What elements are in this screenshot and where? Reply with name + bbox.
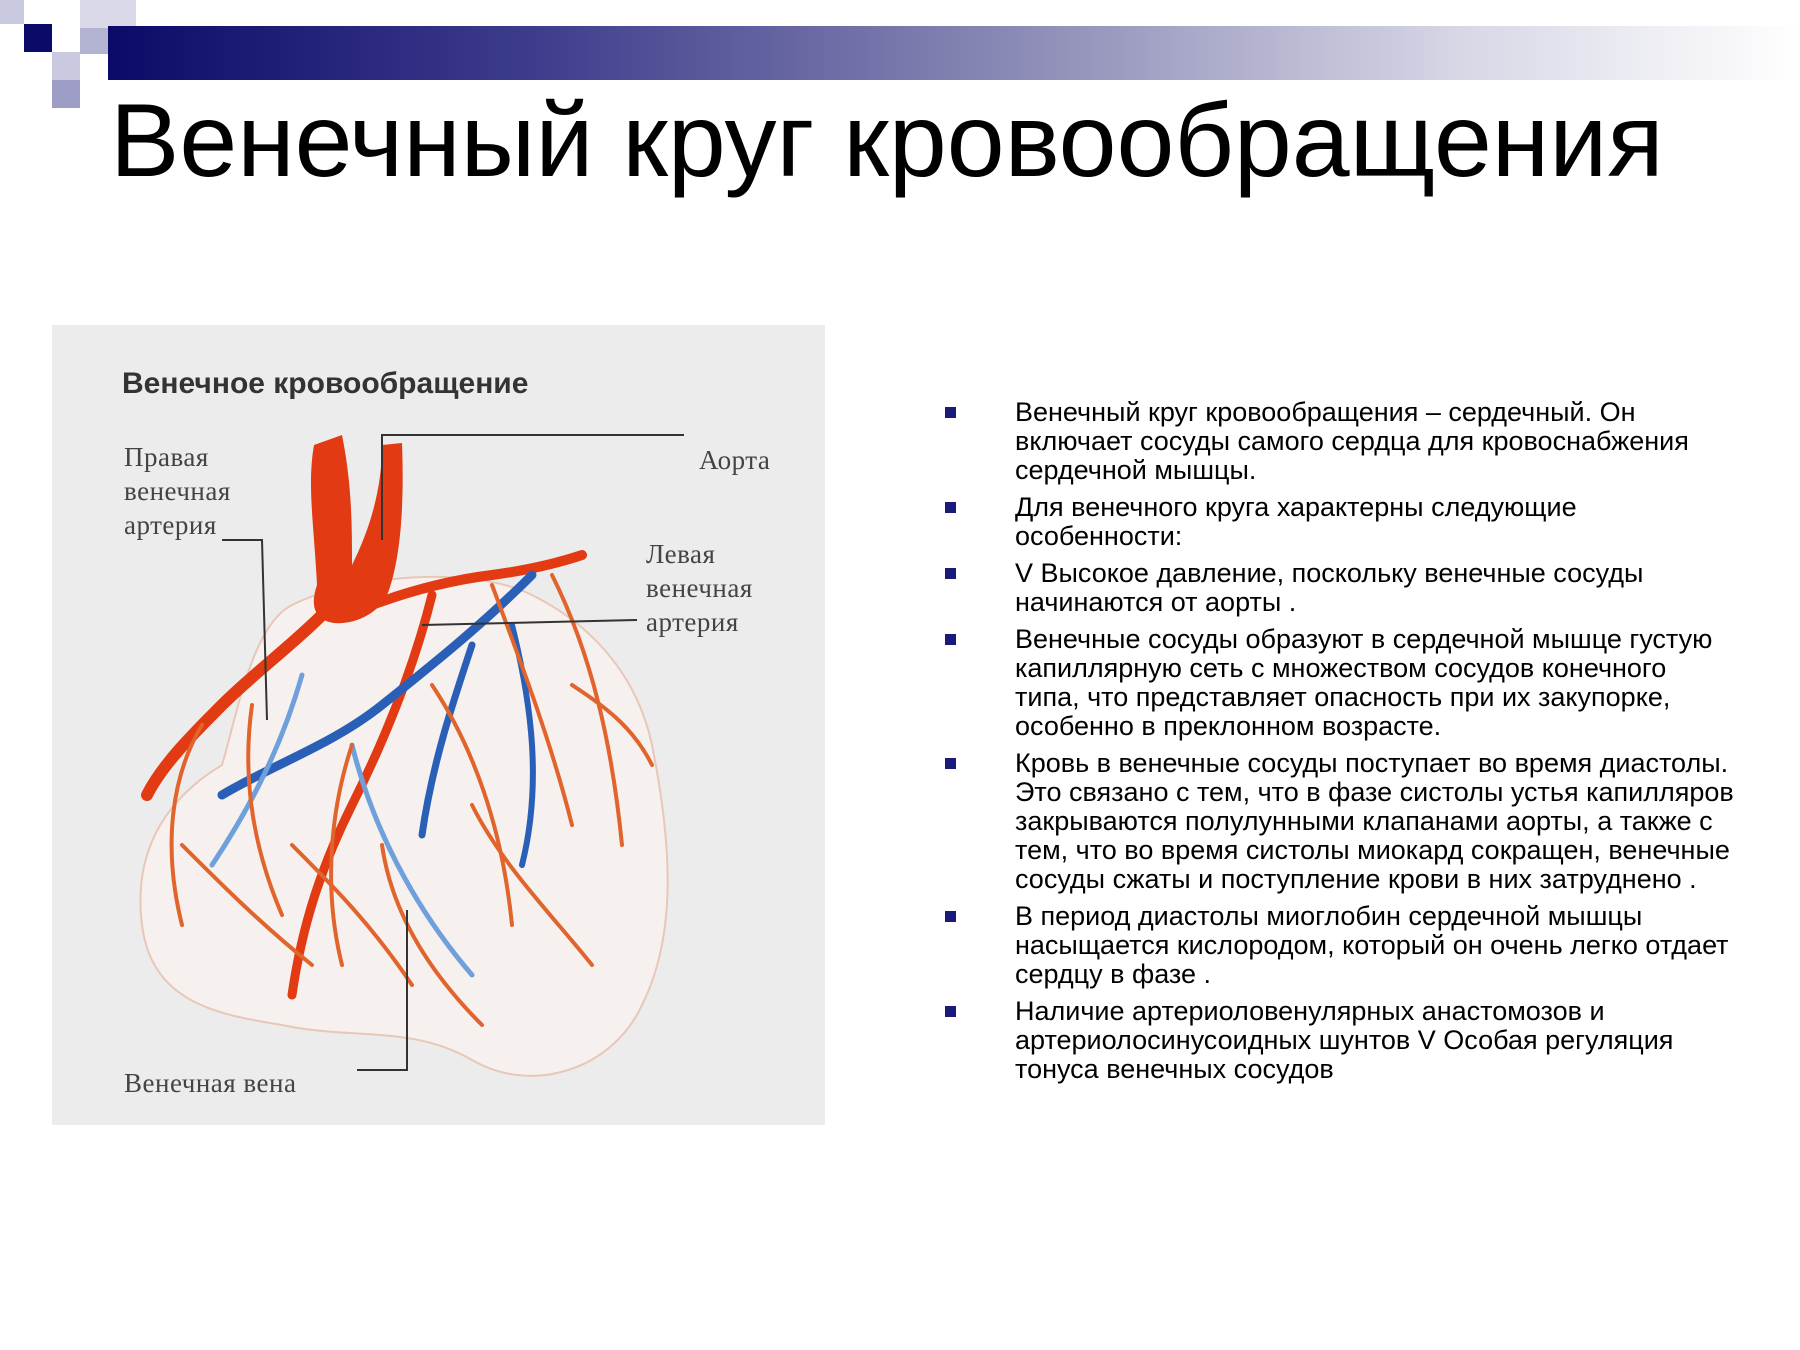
bullet-marker [945,568,956,579]
label-aorta: Аорта [699,445,771,475]
bullet-marker [945,758,956,769]
heart-outline [140,577,667,1076]
bullet-text: В период диастолы миоглобин сердечной мышцы насыщается кислородом, который он очень легко отдает сердцу в фазе . [1015,901,1729,989]
deco-square [52,52,80,80]
label-left-coronary-artery: Левая венечная артерия [646,539,753,637]
bullet-item [945,493,1735,551]
coronary-circulation-figure [52,325,825,1125]
leader-aorta [382,435,684,540]
deco-square [0,0,24,24]
deco-square [24,24,52,52]
bullet-text: Венечный круг кровообращения – сердечный. Он включает сосуды самого сердца для кровоснабжения сердечной мышцы. [1015,397,1689,485]
bullet-text: Венечные сосуды образуют в сердечной мышце густую капиллярную сеть с множеством сосудов конечного типа, что представляет опасность при их закупорке, особенно в преклонном возрасте. [1015,624,1713,741]
bullet-marker [945,502,956,513]
figure-title: Венечное кровообращение [122,367,529,400]
header-gradient-bar [108,26,1800,80]
bullet-marker [945,911,956,922]
label-right-coronary-artery: Правая венечная артерия [124,442,231,540]
deco-square [80,0,136,28]
deco-square [52,80,80,108]
bullet-item [945,398,1735,485]
bullet-item [945,625,1735,741]
bullet-list [945,398,1735,1092]
slide-title: Венечный круг кровообращения [110,83,1664,199]
bullet-item [945,997,1735,1084]
bullet-item [945,749,1735,894]
bullet-text: Для венечного круга характерны следующие особенности: [1015,492,1577,551]
bullet-text: V Высокое давление, поскольку венечные сосуды начинаются от аорты . [1015,558,1644,617]
bullet-item [945,902,1735,989]
bullet-text: Кровь в венечные сосуды поступает во время диастолы. Это связано с тем, что в фазе систолы устья капилляров закрываются полулунными клапанами аорты, а также с тем, что во время систолы миокард сокращен, венечные сосуды сжаты и поступление крови в них затруднено . [1015,748,1734,894]
bullet-text: Наличие артериоловенулярных анастомозов и артериолосинусоидных шунтов V Особая регуляция тонуса венечных сосудов [1015,996,1674,1084]
bullet-item [945,559,1735,617]
bullet-marker [945,407,956,418]
label-coronary-vein: Венечная вена [124,1068,297,1098]
bullet-marker [945,1006,956,1017]
bullet-marker [945,634,956,645]
